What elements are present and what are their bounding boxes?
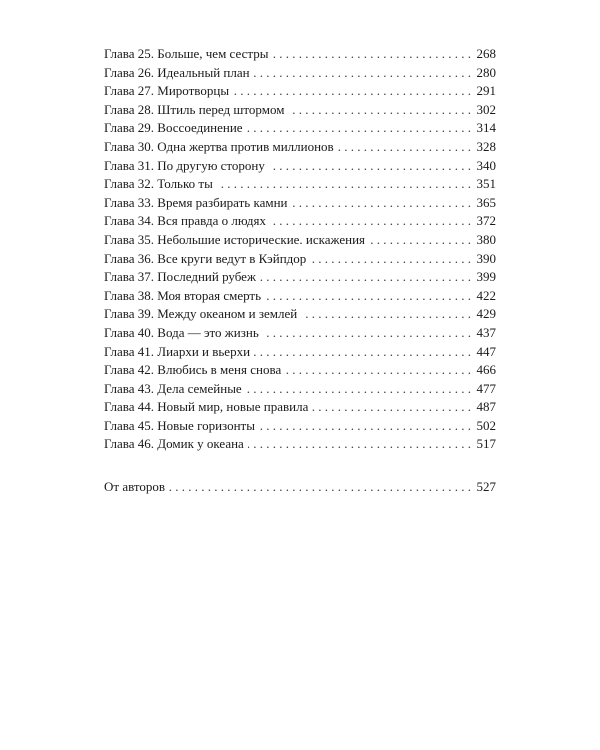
toc-entry-page: 447 bbox=[476, 343, 496, 359]
toc-entry-chapter-25[interactable] bbox=[104, 45, 496, 64]
dot-leader bbox=[312, 398, 471, 417]
toc-entry-title: Глава 26. Идеальный план bbox=[104, 64, 250, 80]
toc-entry-authors-note[interactable] bbox=[104, 478, 496, 497]
toc-entry-page: 422 bbox=[476, 287, 496, 303]
toc-entry-title: Глава 46. Домик у океана bbox=[104, 436, 244, 452]
toc-entry-chapter-32[interactable] bbox=[104, 175, 496, 194]
toc-entry-title: Глава 27. Миротворцы bbox=[104, 83, 230, 99]
dot-leader bbox=[246, 380, 471, 399]
toc-entry-chapter-33[interactable] bbox=[104, 194, 496, 213]
dot-leader bbox=[291, 194, 471, 213]
dot-leader bbox=[254, 343, 471, 362]
toc-entry-title: От авторов bbox=[104, 479, 166, 495]
dot-leader bbox=[247, 119, 471, 138]
toc-entry-chapter-46[interactable] bbox=[104, 435, 496, 454]
toc-entry-chapter-42[interactable] bbox=[104, 361, 496, 380]
toc-entry-chapter-29[interactable] bbox=[104, 119, 496, 138]
dot-leader bbox=[301, 305, 471, 324]
toc-entry-page: 487 bbox=[476, 399, 496, 415]
toc-entry-page: 390 bbox=[476, 250, 496, 266]
toc-entry-title: Глава 42. Влюбись в меня снова bbox=[104, 362, 282, 378]
dot-leader bbox=[248, 435, 471, 454]
dot-leader bbox=[369, 231, 471, 250]
toc-entry-chapter-35[interactable] bbox=[104, 231, 496, 250]
toc-entry-page: 302 bbox=[476, 101, 496, 117]
toc-entry-chapter-44[interactable] bbox=[104, 398, 496, 417]
toc-entry-page: 437 bbox=[476, 324, 496, 340]
toc-entry-page: 340 bbox=[476, 157, 496, 173]
toc-entry-chapter-34[interactable] bbox=[104, 212, 496, 231]
toc-entry-chapter-43[interactable] bbox=[104, 380, 496, 399]
dot-leader bbox=[338, 138, 471, 157]
dot-leader bbox=[265, 287, 471, 306]
toc-entry-title: Глава 38. Моя вторая смерть bbox=[104, 287, 262, 303]
toc-entry-title: Глава 36. Все круги ведут в Кэйпдор bbox=[104, 250, 307, 266]
dot-leader bbox=[254, 64, 471, 83]
toc-entry-page: 466 bbox=[476, 362, 496, 378]
toc-entry-title: Глава 29. Воссоединение bbox=[104, 120, 243, 136]
toc-entry-title: Глава 44. Новый мир, новые правила bbox=[104, 399, 309, 415]
toc-entry-title: Глава 31. По другую сторону bbox=[104, 157, 265, 173]
toc-entry-title: Глава 25. Больше, чем сестры bbox=[104, 46, 269, 61]
dot-leader bbox=[310, 250, 471, 269]
dot-leader bbox=[270, 212, 471, 231]
dot-leader bbox=[285, 361, 471, 380]
toc-entry-title: Глава 43. Дела семейные bbox=[104, 380, 242, 396]
toc-entry-title: Глава 33. Время разбирать камни bbox=[104, 194, 288, 210]
toc-entry-page: 372 bbox=[476, 213, 496, 229]
toc-entry-page: 380 bbox=[476, 231, 496, 247]
toc-entry-title: Глава 32. Только ты bbox=[104, 176, 213, 192]
dot-leader bbox=[288, 101, 471, 120]
toc-entry-title: Глава 39. Между океаном и землей bbox=[104, 306, 298, 322]
toc-entry-chapter-30[interactable] bbox=[104, 138, 496, 157]
dot-leader bbox=[259, 417, 471, 436]
toc-entry-page: 502 bbox=[476, 417, 496, 433]
toc-entry-chapter-37[interactable] bbox=[104, 268, 496, 287]
toc-entry-title: Глава 28. Штиль перед штормом bbox=[104, 101, 285, 117]
dot-leader bbox=[260, 268, 471, 287]
toc-entry-page: 477 bbox=[476, 380, 496, 396]
dot-leader bbox=[217, 175, 471, 194]
toc-entry-title: Глава 41. Лиархи и вьерхи bbox=[104, 343, 251, 359]
toc-entry-chapter-36[interactable] bbox=[104, 250, 496, 269]
toc-entry-title: Глава 37. Последний рубеж bbox=[104, 269, 256, 285]
table-of-contents bbox=[104, 45, 496, 497]
dot-leader bbox=[233, 82, 471, 101]
toc-entry-page: 280 bbox=[476, 64, 496, 80]
toc-entry-page: 268 bbox=[476, 46, 496, 61]
chapter-list bbox=[104, 45, 496, 454]
toc-entry-page: 527 bbox=[476, 479, 496, 495]
section-spacer bbox=[104, 454, 496, 478]
toc-entry-chapter-31[interactable] bbox=[104, 157, 496, 176]
toc-entry-title: Глава 35. Небольшие исторические. искажения bbox=[104, 231, 366, 247]
toc-entry-chapter-45[interactable] bbox=[104, 417, 496, 436]
toc-entry-title: Глава 30. Одна жертва против миллионов bbox=[104, 138, 334, 154]
toc-entry-page: 399 bbox=[476, 269, 496, 285]
dot-leader bbox=[272, 45, 471, 64]
toc-entry-title: Глава 34. Вся правда о людях bbox=[104, 213, 267, 229]
toc-entry-page: 291 bbox=[476, 83, 496, 99]
toc-entry-title: Глава 45. Новые горизонты bbox=[104, 417, 255, 433]
dot-leader bbox=[169, 478, 471, 497]
toc-entry-chapter-40[interactable] bbox=[104, 324, 496, 343]
toc-entry-page: 429 bbox=[476, 306, 496, 322]
toc-entry-chapter-28[interactable] bbox=[104, 101, 496, 120]
dot-leader bbox=[263, 324, 471, 343]
toc-entry-chapter-38[interactable] bbox=[104, 287, 496, 306]
toc-entry-page: 365 bbox=[476, 194, 496, 210]
toc-entry-page: 314 bbox=[476, 120, 496, 136]
toc-entry-chapter-27[interactable] bbox=[104, 82, 496, 101]
toc-entry-chapter-26[interactable] bbox=[104, 64, 496, 83]
toc-entry-title: Глава 40. Вода — это жизнь bbox=[104, 324, 259, 340]
toc-entry-page: 517 bbox=[476, 436, 496, 452]
toc-entry-page: 328 bbox=[476, 138, 496, 154]
dot-leader bbox=[269, 157, 471, 176]
toc-entry-chapter-39[interactable] bbox=[104, 305, 496, 324]
toc-entry-page: 351 bbox=[476, 176, 496, 192]
toc-entry-chapter-41[interactable] bbox=[104, 343, 496, 362]
